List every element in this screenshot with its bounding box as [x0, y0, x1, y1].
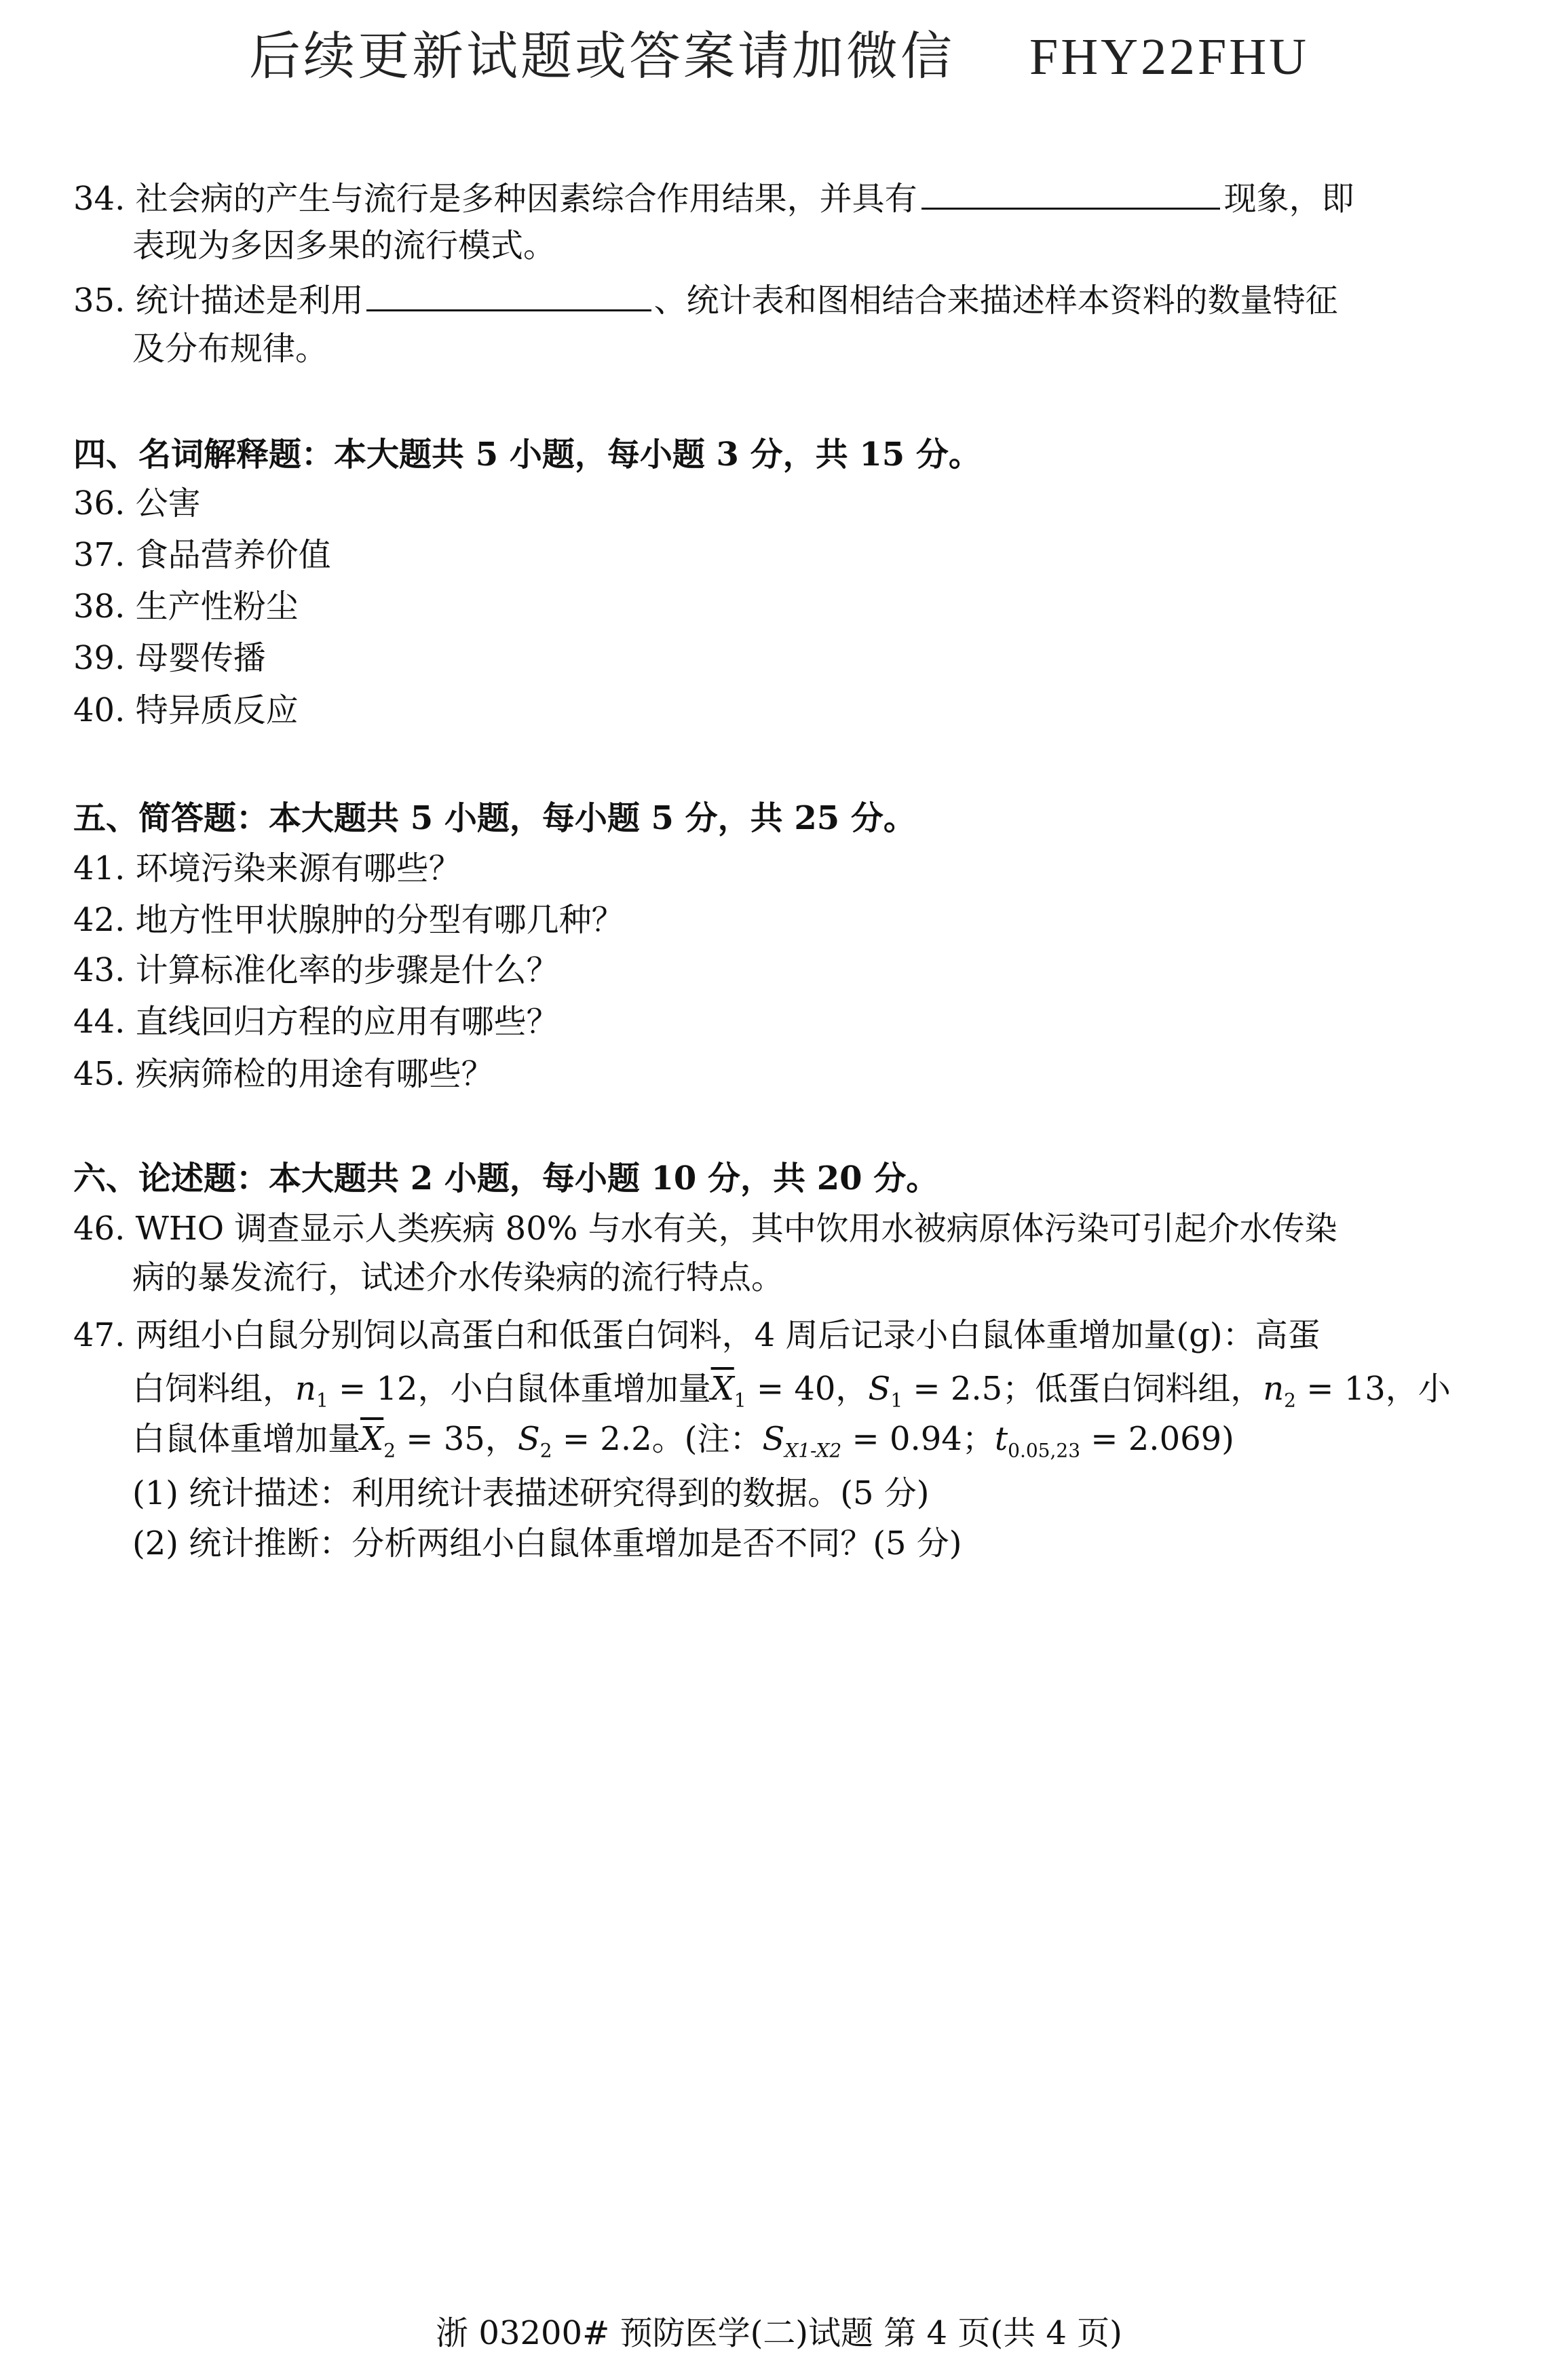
text: = 2.5；低蛋白饲料组，	[902, 1370, 1264, 1408]
q46-line2: 病的暴发流行，试述介水传染病的流行特点。	[132, 1259, 784, 1297]
text: = 40，	[746, 1370, 869, 1408]
var-n2: n	[1263, 1370, 1285, 1408]
answer-blank	[366, 280, 651, 311]
section-6-title: 六、论述题：本大题共 2 小题，每小题 10 分，共 20 分。	[73, 1159, 939, 1197]
q35-line2: 及分布规律。	[132, 330, 328, 368]
var-s1: S	[868, 1370, 891, 1408]
question-43: 43. 计算标准化率的步骤是什么？	[73, 951, 559, 989]
var-x1-mean: $\overline{X}$	[710, 1370, 734, 1408]
question-34	[73, 178, 1354, 219]
text: = 35，	[396, 1420, 518, 1458]
q47-line2	[132, 1368, 1451, 1421]
text: 白鼠体重增加量	[132, 1420, 361, 1458]
text: = 2.069)	[1080, 1420, 1234, 1458]
var-sd: S	[762, 1420, 785, 1458]
page-footer: 浙 03200# 预防医学(二)试题 第 4 页(共 4 页)	[436, 2314, 1122, 2352]
question-41: 41. 环境污染来源有哪些？	[73, 849, 461, 887]
q34-text: 34. 社会病的产生与流行是多种因素综合作用结果，并具有	[73, 180, 917, 218]
text: = 12，小白鼠体重增加量	[328, 1370, 711, 1408]
answer-blank	[922, 178, 1220, 210]
var-x2-mean: $\overline{X}$	[360, 1420, 384, 1458]
text: = 2.2。(注：	[552, 1420, 763, 1458]
question-42: 42. 地方性甲状腺肿的分型有哪几种？	[73, 901, 624, 939]
var-s2: S	[517, 1420, 540, 1458]
q47-line3	[132, 1419, 1234, 1472]
var-n1: n	[295, 1370, 316, 1408]
q35-text-end: 、统计表和图相结合来描述样本资料的数量特征	[653, 282, 1338, 320]
text: = 13，小	[1295, 1370, 1451, 1408]
sub: 1	[890, 1389, 903, 1412]
q34-text-end: 现象，即	[1223, 180, 1354, 218]
question-46: 46. WHO 调查显示人类疾病 80% 与水有关，其中饮用水被病原体污染可引起介水传染	[73, 1210, 1337, 1248]
section-5-title: 五、简答题：本大题共 5 小题，每小题 5 分，共 25 分。	[73, 799, 916, 837]
sub: 0.05,23	[1008, 1439, 1081, 1462]
question-36: 36. 公害	[73, 484, 201, 522]
sub: 2	[383, 1439, 396, 1462]
header-text: 后续更新试题或答案请加微信	[248, 26, 955, 86]
question-37: 37. 食品营养价值	[73, 536, 331, 574]
watermark-header	[0, 15, 1558, 89]
var-t: t	[994, 1420, 1008, 1458]
question-39: 39. 母婴传播	[73, 639, 266, 677]
text: = 0.94；	[841, 1420, 995, 1458]
q47-sub2: (2) 统计推断：分析两组小白鼠体重增加是否不同？(5 分)	[132, 1524, 962, 1562]
q34-line2: 表现为多因多果的流行模式。	[132, 227, 556, 265]
header-code: FHY22FHU	[1029, 28, 1310, 85]
sub: 1	[734, 1389, 746, 1412]
question-45: 45. 疾病筛检的用途有哪些？	[73, 1055, 494, 1093]
question-38: 38. 生产性粉尘	[73, 588, 299, 626]
question-40: 40. 特异质反应	[73, 691, 299, 729]
text: 白饲料组，	[132, 1370, 296, 1408]
sub: 2	[539, 1439, 552, 1462]
question-35	[73, 280, 1338, 321]
sub: X1-X2	[784, 1439, 842, 1462]
q35-text: 35. 统计描述是利用	[73, 282, 364, 320]
question-44: 44. 直线回归方程的应用有哪些？	[73, 1003, 559, 1041]
question-47: 47. 两组小白鼠分别饲以高蛋白和低蛋白饲料，4 周后记录小白鼠体重增加量(g)：高蛋	[73, 1316, 1320, 1354]
sub: 1	[316, 1389, 328, 1412]
section-4-title: 四、名词解释题：本大题共 5 小题，每小题 3 分，共 15 分。	[73, 436, 981, 474]
sub: 2	[1284, 1389, 1296, 1412]
q47-sub1: (1) 统计描述：利用统计表描述研究得到的数据。(5 分)	[132, 1474, 930, 1512]
